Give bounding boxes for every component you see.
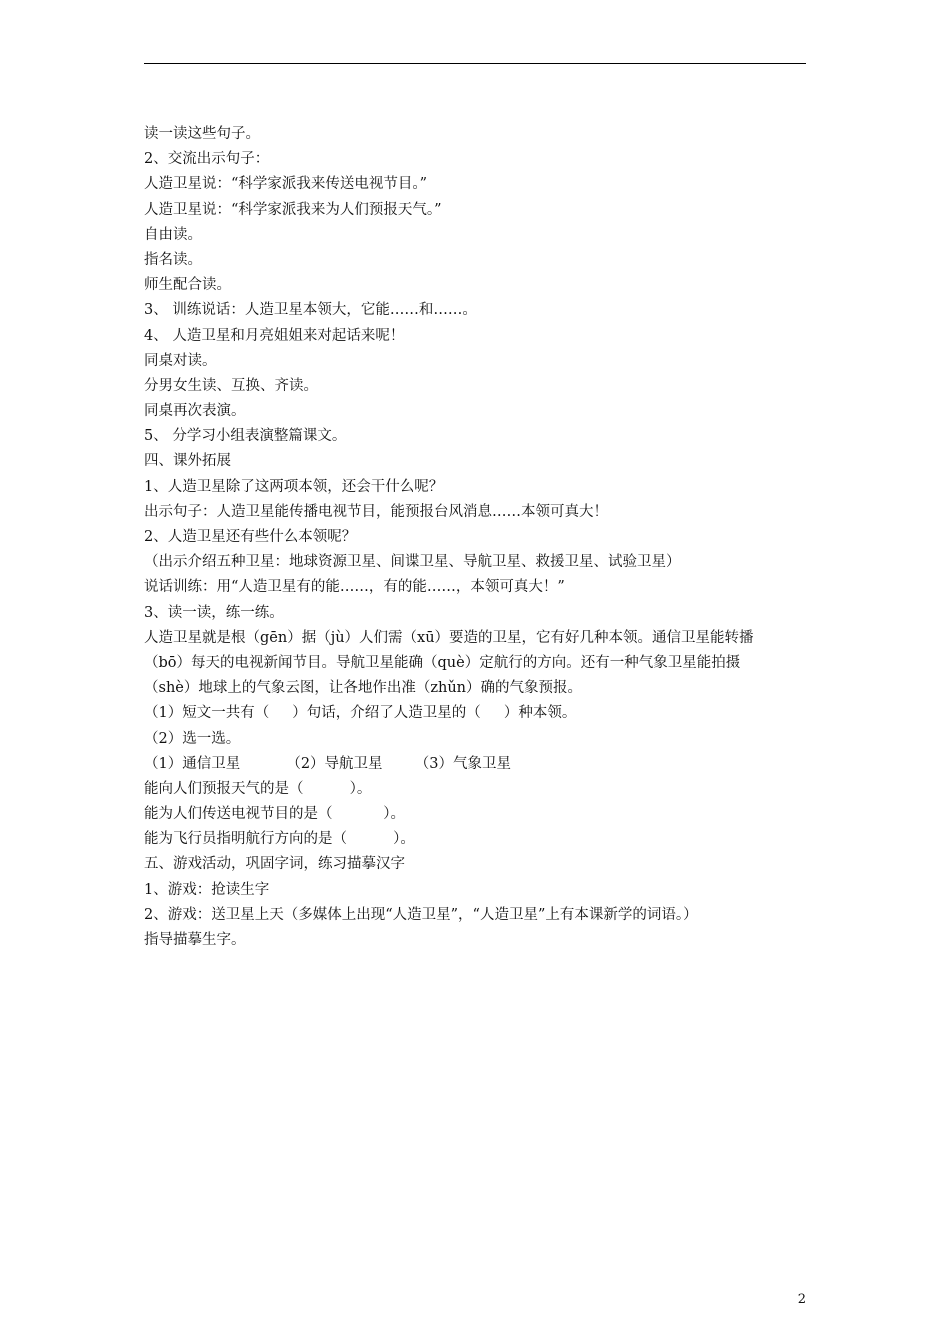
exercise-line: 能为飞行员指明航行方向的是（ ）。 xyxy=(144,831,415,848)
section-heading: 五、游戏活动，巩固字词，练习描摹汉字 xyxy=(144,856,405,873)
exercise-line: 能为人们传送电视节目的是（ ）。 xyxy=(144,806,405,823)
text-line: 同桌对读。 xyxy=(144,352,217,369)
exercise-line: 能向人们预报天气的是（ ）。 xyxy=(144,780,372,797)
text-line: 4、 人造卫星和月亮姐姐来对起话来呢！ xyxy=(144,327,405,344)
text-line: 3、 训练说话：人造卫星本领大，它能……和……。 xyxy=(144,302,477,319)
text-line: 出示句子：人造卫星能传播电视节目，能预报台风消息……本领可真大！ xyxy=(144,503,608,520)
exercise-line: （1）通信卫星 （2）导航卫星 （3）气象卫星 xyxy=(144,755,512,772)
text-line: 人造卫星说：“科学家派我来为人们预报天气。” xyxy=(144,201,442,218)
passage-line: 人造卫星就是根（gēn）据（jù）人们需（xū）要造的卫星，它有好几种本领。通信卫星能转播 xyxy=(144,629,754,646)
text-line: 2、交流出示句子： xyxy=(144,151,270,168)
exercise-line: （1）短文一共有（ ）句话，介绍了人造卫星的（ ）种本领。 xyxy=(144,705,577,722)
text-line: 师生配合读。 xyxy=(144,277,231,294)
document-body xyxy=(144,122,810,953)
text-line: 人造卫星说：“科学家派我来传送电视节目。” xyxy=(144,176,428,193)
text-line: 读一读这些句子。 xyxy=(144,126,260,142)
text-line: 5、 分学习小组表演整篇课文。 xyxy=(144,428,347,445)
text-line: 1、人造卫星除了这两项本领，还会干什么呢？ xyxy=(144,478,444,495)
text-line: 指导描摹生字。 xyxy=(144,932,246,948)
text-line: 同桌再次表演。 xyxy=(144,403,246,420)
text-line: 1、游戏：抢读生字 xyxy=(144,881,270,898)
passage-line: （bō）每天的电视新闻节目。导航卫星能确（què）定航行的方向。还有一种气象卫星能拍摄 xyxy=(144,654,741,671)
text-line: 分男女生读、互换、齐读。 xyxy=(144,377,318,394)
text-line: 自由读。 xyxy=(144,226,202,243)
text-line: 3、读一读，练一练。 xyxy=(144,604,284,621)
text-line: （出示介绍五种卫星：地球资源卫星、间谍卫星、导航卫星、救援卫星、试验卫星） xyxy=(144,554,681,571)
text-line: 2、人造卫星还有些什么本领呢？ xyxy=(144,529,357,545)
passage-line: （shè）地球上的气象云图，让各地作出准（zhǔn）确的气象预报。 xyxy=(144,680,583,697)
exercise-line: （2）选一选。 xyxy=(144,730,241,747)
page-number: 2 xyxy=(797,1292,806,1307)
section-heading: 四、课外拓展 xyxy=(144,453,231,470)
text-line: 指名读。 xyxy=(144,251,202,268)
header-rule xyxy=(144,63,806,64)
text-line: 说话训练：用“人造卫星有的能……，有的能……，本领可真大！” xyxy=(144,579,565,596)
text-line: 2、游戏：送卫星上天（多媒体上出现“人造卫星”，“人造卫星”上有本课新学的词语。） xyxy=(144,906,698,923)
